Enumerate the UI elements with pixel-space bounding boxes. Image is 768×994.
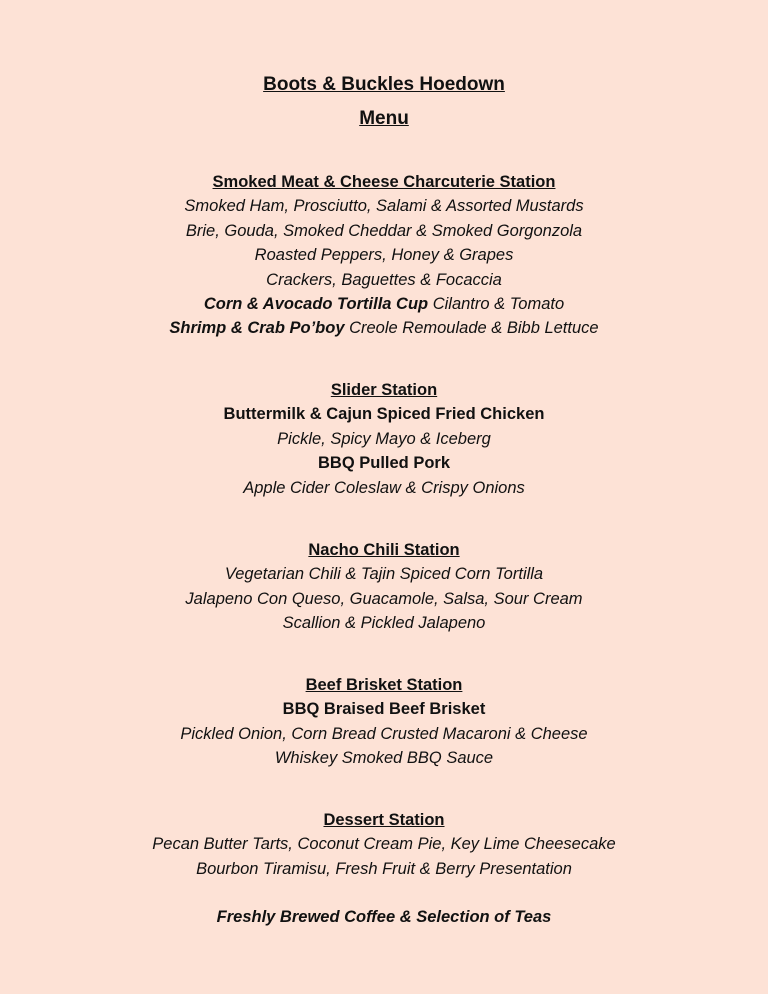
menu-line: Pickled Onion, Corn Bread Crusted Macaroni & Cheese bbox=[180, 724, 588, 743]
station-heading: Nacho Chili Station bbox=[308, 541, 460, 559]
station-dessert bbox=[0, 808, 768, 881]
item-name: Corn & Avocado Tortilla Cup bbox=[203, 295, 429, 314]
item-name: Shrimp & Crab Po’boy bbox=[169, 319, 345, 338]
menu-line: Brie, Gouda, Smoked Cheddar & Smoked Gorgonzola bbox=[185, 221, 583, 240]
station-heading: Dessert Station bbox=[323, 811, 445, 829]
menu-line: Bourbon Tiramisu, Fresh Fruit & Berry Presentation bbox=[196, 859, 572, 878]
station-charcuterie bbox=[0, 170, 768, 341]
menu-line: Smoked Ham, Prosciutto, Salami & Assorted Mustards bbox=[184, 197, 584, 216]
menu-line: Jalapeno Con Queso, Guacamole, Salsa, Sour Cream bbox=[185, 589, 583, 608]
station-heading: Smoked Meat & Cheese Charcuterie Station bbox=[212, 173, 556, 191]
menu-line: Vegetarian Chili & Tajin Spiced Corn Tortilla bbox=[224, 565, 544, 584]
station-heading: Slider Station bbox=[330, 381, 438, 399]
menu-item bbox=[0, 292, 768, 316]
item-description: Pickle, Spicy Mayo & Iceberg bbox=[277, 429, 491, 448]
station-beef-brisket bbox=[0, 673, 768, 771]
station-heading: Beef Brisket Station bbox=[305, 676, 463, 694]
menu-line: Crackers, Baguettes & Focaccia bbox=[266, 270, 502, 289]
menu-line: Roasted Peppers, Honey & Grapes bbox=[254, 246, 514, 265]
station-slider bbox=[0, 378, 768, 500]
event-title: Boots & Buckles Hoedown bbox=[263, 74, 505, 95]
menu-item bbox=[0, 316, 768, 340]
menu-line: Whiskey Smoked BBQ Sauce bbox=[274, 749, 494, 768]
item-description: Cilantro & Tomato bbox=[428, 295, 565, 314]
menu-title: Menu bbox=[359, 108, 409, 129]
item-description: Apple Cider Coleslaw & Crispy Onions bbox=[243, 478, 525, 497]
menu-line: Scallion & Pickled Jalapeno bbox=[282, 614, 486, 633]
item-name: BBQ Pulled Pork bbox=[317, 454, 451, 473]
item-name: BBQ Braised Beef Brisket bbox=[282, 700, 486, 719]
station-nacho-chili bbox=[0, 538, 768, 636]
item-description: Creole Remoulade & Bibb Lettuce bbox=[344, 319, 599, 338]
closing-line: Freshly Brewed Coffee & Selection of Teas bbox=[216, 908, 552, 926]
item-name: Buttermilk & Cajun Spiced Fried Chicken bbox=[223, 405, 545, 424]
menu-line: Pecan Butter Tarts, Coconut Cream Pie, Key Lime Cheesecake bbox=[152, 835, 616, 854]
